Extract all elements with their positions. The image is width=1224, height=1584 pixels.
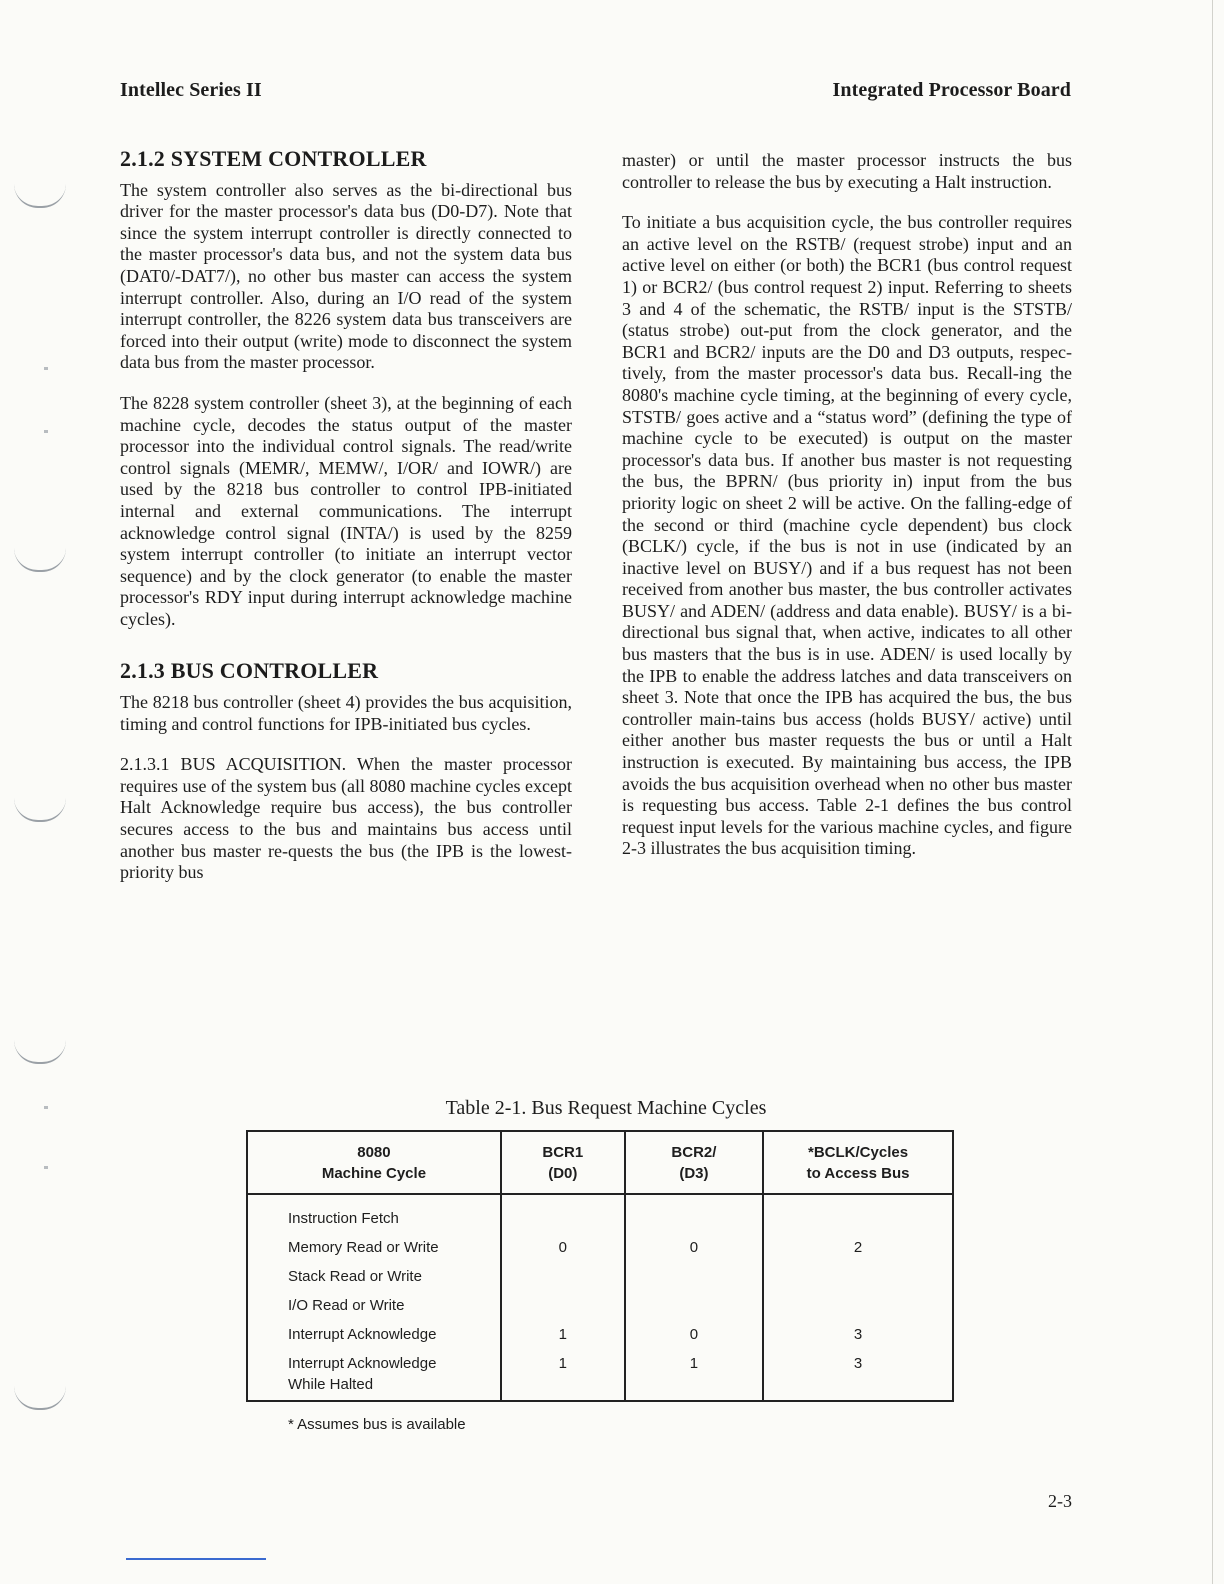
subsection-heading-bus-acquisition: 2.1.3.1 BUS ACQUISITION. [120,754,347,775]
page-edge-line [1212,0,1213,1584]
section-heading-system-controller: 2.1.2 SYSTEM CONTROLLER [120,146,427,171]
cell-machine-cycle: Instruction Fetch [247,1194,501,1233]
running-header-right: Integrated Processor Board [832,79,1071,101]
subsection-text: When the master processor requires use of the system bus (all 8080 machine cycles except Halt Acknowledge require bus access), the bus controller secures access to the bus and maintains bus access until another bus master re-quests the bus (the IPB is the lowest-priority bus [120,754,572,883]
cell-machine-cycle: I/O Read or Write [247,1291,501,1320]
cell-bcr1 [501,1291,625,1320]
cell-bclk: 3 [763,1320,953,1349]
cell-bcr1: 1 [501,1320,625,1349]
running-header-left: Intellec Series II [120,79,262,101]
cell-bcr2 [625,1194,763,1233]
table-row [247,1291,953,1320]
cell-bcr2 [625,1262,763,1291]
body-paragraph: The 8218 bus controller (sheet 4) provides the bus acquisition, timing and control functions for IPB-initiated bus cycles. [120,692,572,734]
table-row [247,1349,953,1401]
cell-machine-cycle: Interrupt Acknowledge [247,1320,501,1349]
body-paragraph: master) or until the master processor instructs the bus controller to release the bus by executing a Halt instruction. [622,150,1072,192]
section-heading-bus-controller: 2.1.3 BUS CONTROLLER [120,658,379,684]
table-row [247,1194,953,1233]
cell-bcr2: 1 [625,1349,763,1401]
cell-bcr1: 0 [501,1233,625,1262]
cell-bclk [763,1291,953,1320]
column-header-machine-cycle: 8080 Machine Cycle [247,1131,501,1194]
margin-speck [44,367,48,370]
table-header-row [247,1131,953,1194]
cell-bclk: 3 [763,1349,953,1401]
cell-machine-cycle: Stack Read or Write [247,1262,501,1291]
table-caption: Table 2-1. Bus Request Machine Cycles [445,1097,767,1119]
body-paragraph: The 8228 system controller (sheet 3), at the beginning of each machine cycle, decodes the status output of the master processor into the individual control signals. The read/write control signals (MEMR/, MEMW/, I/OR/ and IOWR/) are used by the 8218 bus controller to control IPB-initiated internal and external communications. The interrupt acknowledge control signal (INTA/) is used by the 8259 system interrupt controller (to initiate an interrupt vector sequence) and by the clock generator (to enable the master processor's RDY input during interrupt acknowledge machine cycles). [120,392,572,629]
margin-speck [44,1166,48,1169]
cell-bcr2 [625,1291,763,1320]
bottom-blue-rule [126,1558,266,1560]
cell-machine-cycle: Memory Read or Write [247,1233,501,1262]
subsection-paragraph [120,754,572,884]
cell-bclk [763,1262,953,1291]
left-text-column [120,148,572,903]
table-row [247,1262,953,1291]
margin-binder-mark [14,548,66,572]
bus-request-table [246,1130,954,1402]
margin-binder-mark [14,798,66,822]
cell-bcr2: 0 [625,1233,763,1262]
cell-bcr1 [501,1262,625,1291]
column-header-bclk-cycles: *BCLK/Cycles to Access Bus [763,1131,953,1194]
table-row [247,1233,953,1262]
column-header-bcr2: BCR2/ (D3) [625,1131,763,1194]
page-number: 2-3 [1048,1491,1072,1511]
table-row [247,1320,953,1349]
margin-binder-mark [14,1386,66,1410]
cell-bclk: 2 [763,1233,953,1262]
margin-binder-mark [14,184,66,208]
right-text-column [622,150,1072,879]
cell-bcr1 [501,1194,625,1233]
cell-machine-cycle: Interrupt Acknowledge While Halted [247,1349,501,1401]
table-footnote: * Assumes bus is available [288,1416,466,1433]
column-header-bcr1: BCR1 (D0) [501,1131,625,1194]
cell-bclk [763,1194,953,1233]
body-paragraph: To initiate a bus acquisition cycle, the bus controller requires an active level on the RSTB/ (request strobe) input and an active level on either (or both) the BCR1 (bus control request 1) or BCR2/ (bus control request 2) input. Referring to sheets 3 and 4 of the schematic, the RSTB/ input is the STSTB/ (status strobe) out-put from the clock generator, and the BCR1 and BCR2/ inputs are the D0 and D3 outputs, respec-tively, from the master processor's data bus. Recall-ing the 8080's machine cycle timing, at the beginning of every cycle, STSTB/ goes active and a “status word” (defining the type of machine cycle to be executed) is output on the master processor's data bus. If another bus master is not requesting the bus, the BPRN/ (bus priority in) input from the bus priority logic on sheet 2 will be active. On the falling-edge of the second or third (machine cycle dependent) bus clock (BCLK/) cycle, if the bus is not in use (indicated by an inactive level on BUSY/) and if a bus request has not been received from another bus master, the bus controller activates BUSY/ and ADEN/ (address and data enable). BUSY/ is a bi-directional bus signal that, when active, indicates to all other bus masters that the bus is in use. ADEN/ is used locally by the IPB to enable the address latches and data transceivers on sheet 3. Note that once the IPB has acquired the bus, the bus controller main-tains bus access (holds BUSY/ active) until either another bus master requests the bus or until a Halt instruction is executed. By maintaining bus access, the IPB avoids the bus acquisition overhead when no other bus master is requesting bus access. Table 2-1 defines the bus control request input levels for the various machine cycles, and figure 2-3 illustrates the bus acquisition timing. [622,212,1072,859]
margin-binder-mark [14,1040,66,1064]
margin-speck [44,430,48,433]
cell-bcr2: 0 [625,1320,763,1349]
cell-bcr1: 1 [501,1349,625,1401]
body-paragraph: The system controller also serves as the bi-directional bus driver for the master processor's data bus (D0-D7). Note that since the system interrupt controller is directly connected to the master processor's data bus, and not the system data bus (DAT0/-DAT7/), no other bus master can access the system interrupt controller. Also, during an I/O read of the system interrupt controller, the 8226 system data bus transceivers are forced into their output (write) mode to disconnect the system data bus from the master processor. [120,179,572,373]
